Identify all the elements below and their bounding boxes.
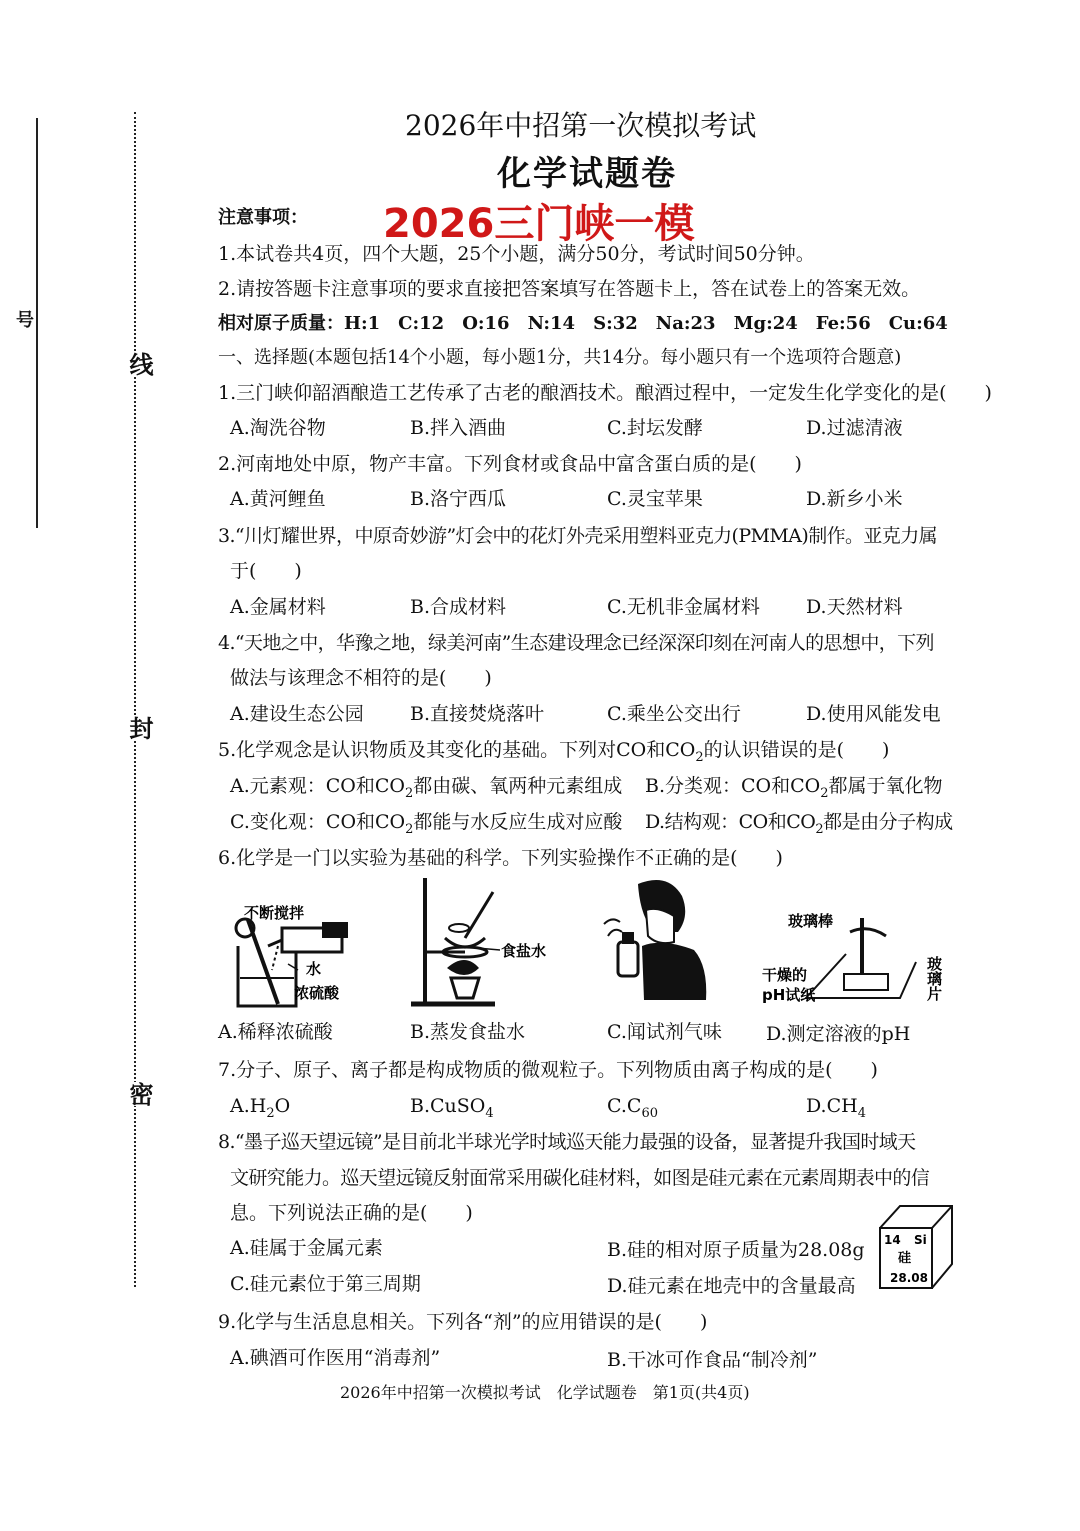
binding-dotted-line	[134, 112, 136, 1287]
q5-d-pre: D.结构观：CO和CO	[645, 811, 816, 833]
binding-char-mi: 密	[122, 1082, 157, 1106]
q4-option-d: D.使用风能发电	[806, 703, 941, 725]
cell-name: 硅	[898, 1251, 912, 1266]
q5-d-post: 都是由分子构成	[823, 811, 953, 833]
q5-b-pre: B.分类观：CO和CO	[645, 775, 821, 797]
q7-option-b	[410, 1094, 494, 1126]
q6-stem: 6.化学是一门以实验为基础的科学。下列实验操作不正确的是( )	[218, 847, 783, 869]
q5-stem	[218, 738, 889, 770]
binding-char-xian: 线	[122, 352, 157, 376]
note-1: 1.本试卷共4页，四个大题，25个小题，满分50分，考试时间50分钟。	[218, 243, 815, 265]
figure-measure-ph	[758, 906, 958, 1016]
q1-option-a: A.淘洗谷物	[230, 417, 326, 439]
q4-option-b: B.直接焚烧落叶	[410, 703, 545, 725]
q3-stem-line1: 3.“川灯耀世界，中原奇妙游”灯会中的花灯外壳采用塑料亚克力(PMMA)制作。亚克力属	[218, 525, 937, 547]
q7-a-sub: 2	[266, 1105, 275, 1121]
section1-heading: 一、选择题(本题包括14个小题，每小题1分，共14分。每小题只有一个选项符合题意)	[218, 347, 902, 368]
q5-option-a	[230, 774, 622, 806]
q5-d-sub: 2	[815, 821, 824, 837]
q3-option-a: A.金属材料	[230, 596, 326, 618]
q8-option-d: D.硅元素在地壳中的含量最高	[607, 1275, 856, 1297]
q7-stem: 7.分子、原子、离子都是构成物质的微观粒子。下列物质由离子构成的是( )	[218, 1059, 878, 1081]
q8-stem-line2: 文研究能力。巡天望远镜反射面常采用碳化硅材料，如图是硅元素在元素周期表中的信	[230, 1167, 930, 1189]
q3-option-d: D.天然材料	[806, 596, 903, 618]
q7-b-sub: 4	[485, 1105, 494, 1121]
atomic-masses: 相对原子质量：H:1 C:12 O:16 N:14 S:32 Na:23 Mg:24 Fe:56 Cu:64	[218, 313, 948, 334]
q5-option-c	[230, 810, 622, 842]
q9-option-a: A.碘酒可作医用“消毒剂”	[230, 1347, 441, 1369]
q6-option-a: A.稀释浓硫酸	[218, 1021, 333, 1043]
periodic-cell-si	[876, 1202, 956, 1294]
q8-option-b: B.硅的相对原子质量为28.08g	[607, 1239, 865, 1261]
q5-b-sub: 2	[820, 785, 829, 801]
binding-line-left	[36, 118, 38, 528]
q5-c-sub: 2	[405, 821, 414, 837]
binding-char-feng: 封	[122, 716, 157, 740]
q7-option-c	[607, 1094, 658, 1126]
q5-a-pre: A.元素观：CO和CO	[230, 775, 405, 797]
fig-a-label-acid: 浓硫酸	[294, 984, 340, 1002]
q6-option-b: B.蒸发食盐水	[410, 1021, 526, 1043]
stamp-text: 2026三门峡一模	[383, 201, 695, 247]
fig-b-label-salt: 食盐水	[501, 942, 547, 960]
q1-option-d: D.过滤清液	[806, 417, 903, 439]
cell-symbol: Si	[914, 1233, 927, 1247]
note-2: 2.请按答题卡注意事项的要求直接把答案填写在答题卡上，答在试卷上的答案无效。	[218, 278, 921, 300]
q1-option-c: C.封坛发酵	[607, 417, 703, 439]
q7-d-sub: 4	[857, 1105, 866, 1121]
q5-option-b	[645, 774, 943, 806]
q6-option-c: C.闻试剂气味	[607, 1021, 722, 1043]
q5-option-d	[645, 810, 953, 842]
fig-d-label-paper1: 干燥的	[762, 966, 808, 984]
q4-stem-line2: 做法与该理念不相符的是( )	[230, 667, 492, 689]
cell-mass: 28.08	[890, 1271, 928, 1285]
cell-number: 14	[884, 1233, 901, 1247]
fig-d-label-rod: 玻璃棒	[788, 912, 834, 930]
q7-b-pre: B.CuSO	[410, 1095, 486, 1117]
q7-option-a	[230, 1094, 290, 1126]
notes-heading: 注意事项：	[218, 207, 308, 228]
q8-option-a: A.硅属于金属元素	[230, 1237, 383, 1259]
q9-stem: 9.化学与生活息息相关。下列各“剂”的应用错误的是( )	[218, 1311, 708, 1333]
q3-option-c: C.无机非金属材料	[607, 596, 760, 618]
q1-stem: 1.三门峡仰韶酒酿造工艺传承了古老的酿酒技术。酿酒过程中，一定发生化学变化的是( )	[218, 382, 992, 404]
page-footer: 2026年中招第一次模拟考试 化学试题卷 第1页(共4页)	[340, 1383, 750, 1402]
fig-d-label-glass: 玻璃片	[925, 956, 943, 1001]
mark-left: 号	[13, 310, 34, 328]
q2-option-d: D.新乡小米	[806, 488, 903, 510]
q3-option-b: B.合成材料	[410, 596, 507, 618]
exam-title: 2026年中招第一次模拟考试	[405, 109, 757, 142]
q5-stem-post: 的认识错误的是( )	[703, 739, 890, 761]
figure-evaporate	[405, 872, 565, 1012]
fig-a-label-stir: 不断搅拌	[244, 904, 305, 922]
q6-option-d: D.测定溶液的pH	[766, 1023, 911, 1045]
fig-d-label-paper2: pH试纸	[762, 986, 816, 1004]
fig-a-label-water: 水	[306, 960, 322, 978]
q7-option-d	[806, 1094, 866, 1126]
q4-option-a: A.建设生态公园	[230, 703, 364, 725]
q4-option-c: C.乘坐公交出行	[607, 703, 741, 725]
q2-option-b: B.洛宁西瓜	[410, 488, 507, 510]
q1-option-b: B.拌入酒曲	[410, 417, 507, 439]
q8-option-c: C.硅元素位于第三周期	[230, 1273, 421, 1295]
q2-stem: 2.河南地处中原，物产丰富。下列食材或食品中富含蛋白质的是( )	[218, 453, 802, 475]
q5-c-post: 都能与水反应生成对应酸	[413, 811, 623, 833]
q5-b-post: 都属于氧化物	[828, 775, 943, 797]
q5-a-post: 都由碳、氧两种元素组成	[413, 775, 623, 797]
q8-stem-line1: 8.“墨子巡天望远镜”是目前北半球光学时域巡天能力最强的设备，显著提升我国时域天	[218, 1131, 916, 1153]
q7-d-pre: D.CH	[806, 1095, 858, 1117]
q8-stem-line3: 息。下列说法正确的是( )	[230, 1202, 473, 1224]
q7-c-pre: C.C	[607, 1095, 642, 1117]
q5-stem-sub: 2	[695, 749, 704, 765]
figure-smell	[598, 876, 718, 1006]
q5-c-pre: C.变化观：CO和CO	[230, 811, 406, 833]
q5-stem-pre: 5.化学观念是认识物质及其变化的基础。下列对CO和CO	[218, 739, 696, 761]
q2-option-a: A.黄河鲤鱼	[230, 488, 326, 510]
paper-title: 化学试题卷	[497, 154, 677, 194]
q7-a-post: O	[274, 1095, 291, 1117]
q4-stem-line1: 4.“天地之中，华豫之地，绿美河南”生态建设理念已经深深印刻在河南人的思想中，下列	[218, 632, 934, 654]
q9-option-b: B.干冰可作食品“制冷剂”	[607, 1349, 818, 1371]
q5-a-sub: 2	[405, 785, 414, 801]
q3-stem-line2: 于( )	[230, 560, 302, 582]
q7-a-pre: A.H	[230, 1095, 267, 1117]
figure-dilute-acid	[228, 900, 388, 1012]
q7-c-sub: 60	[641, 1105, 658, 1121]
q2-option-c: C.灵宝苹果	[607, 488, 703, 510]
